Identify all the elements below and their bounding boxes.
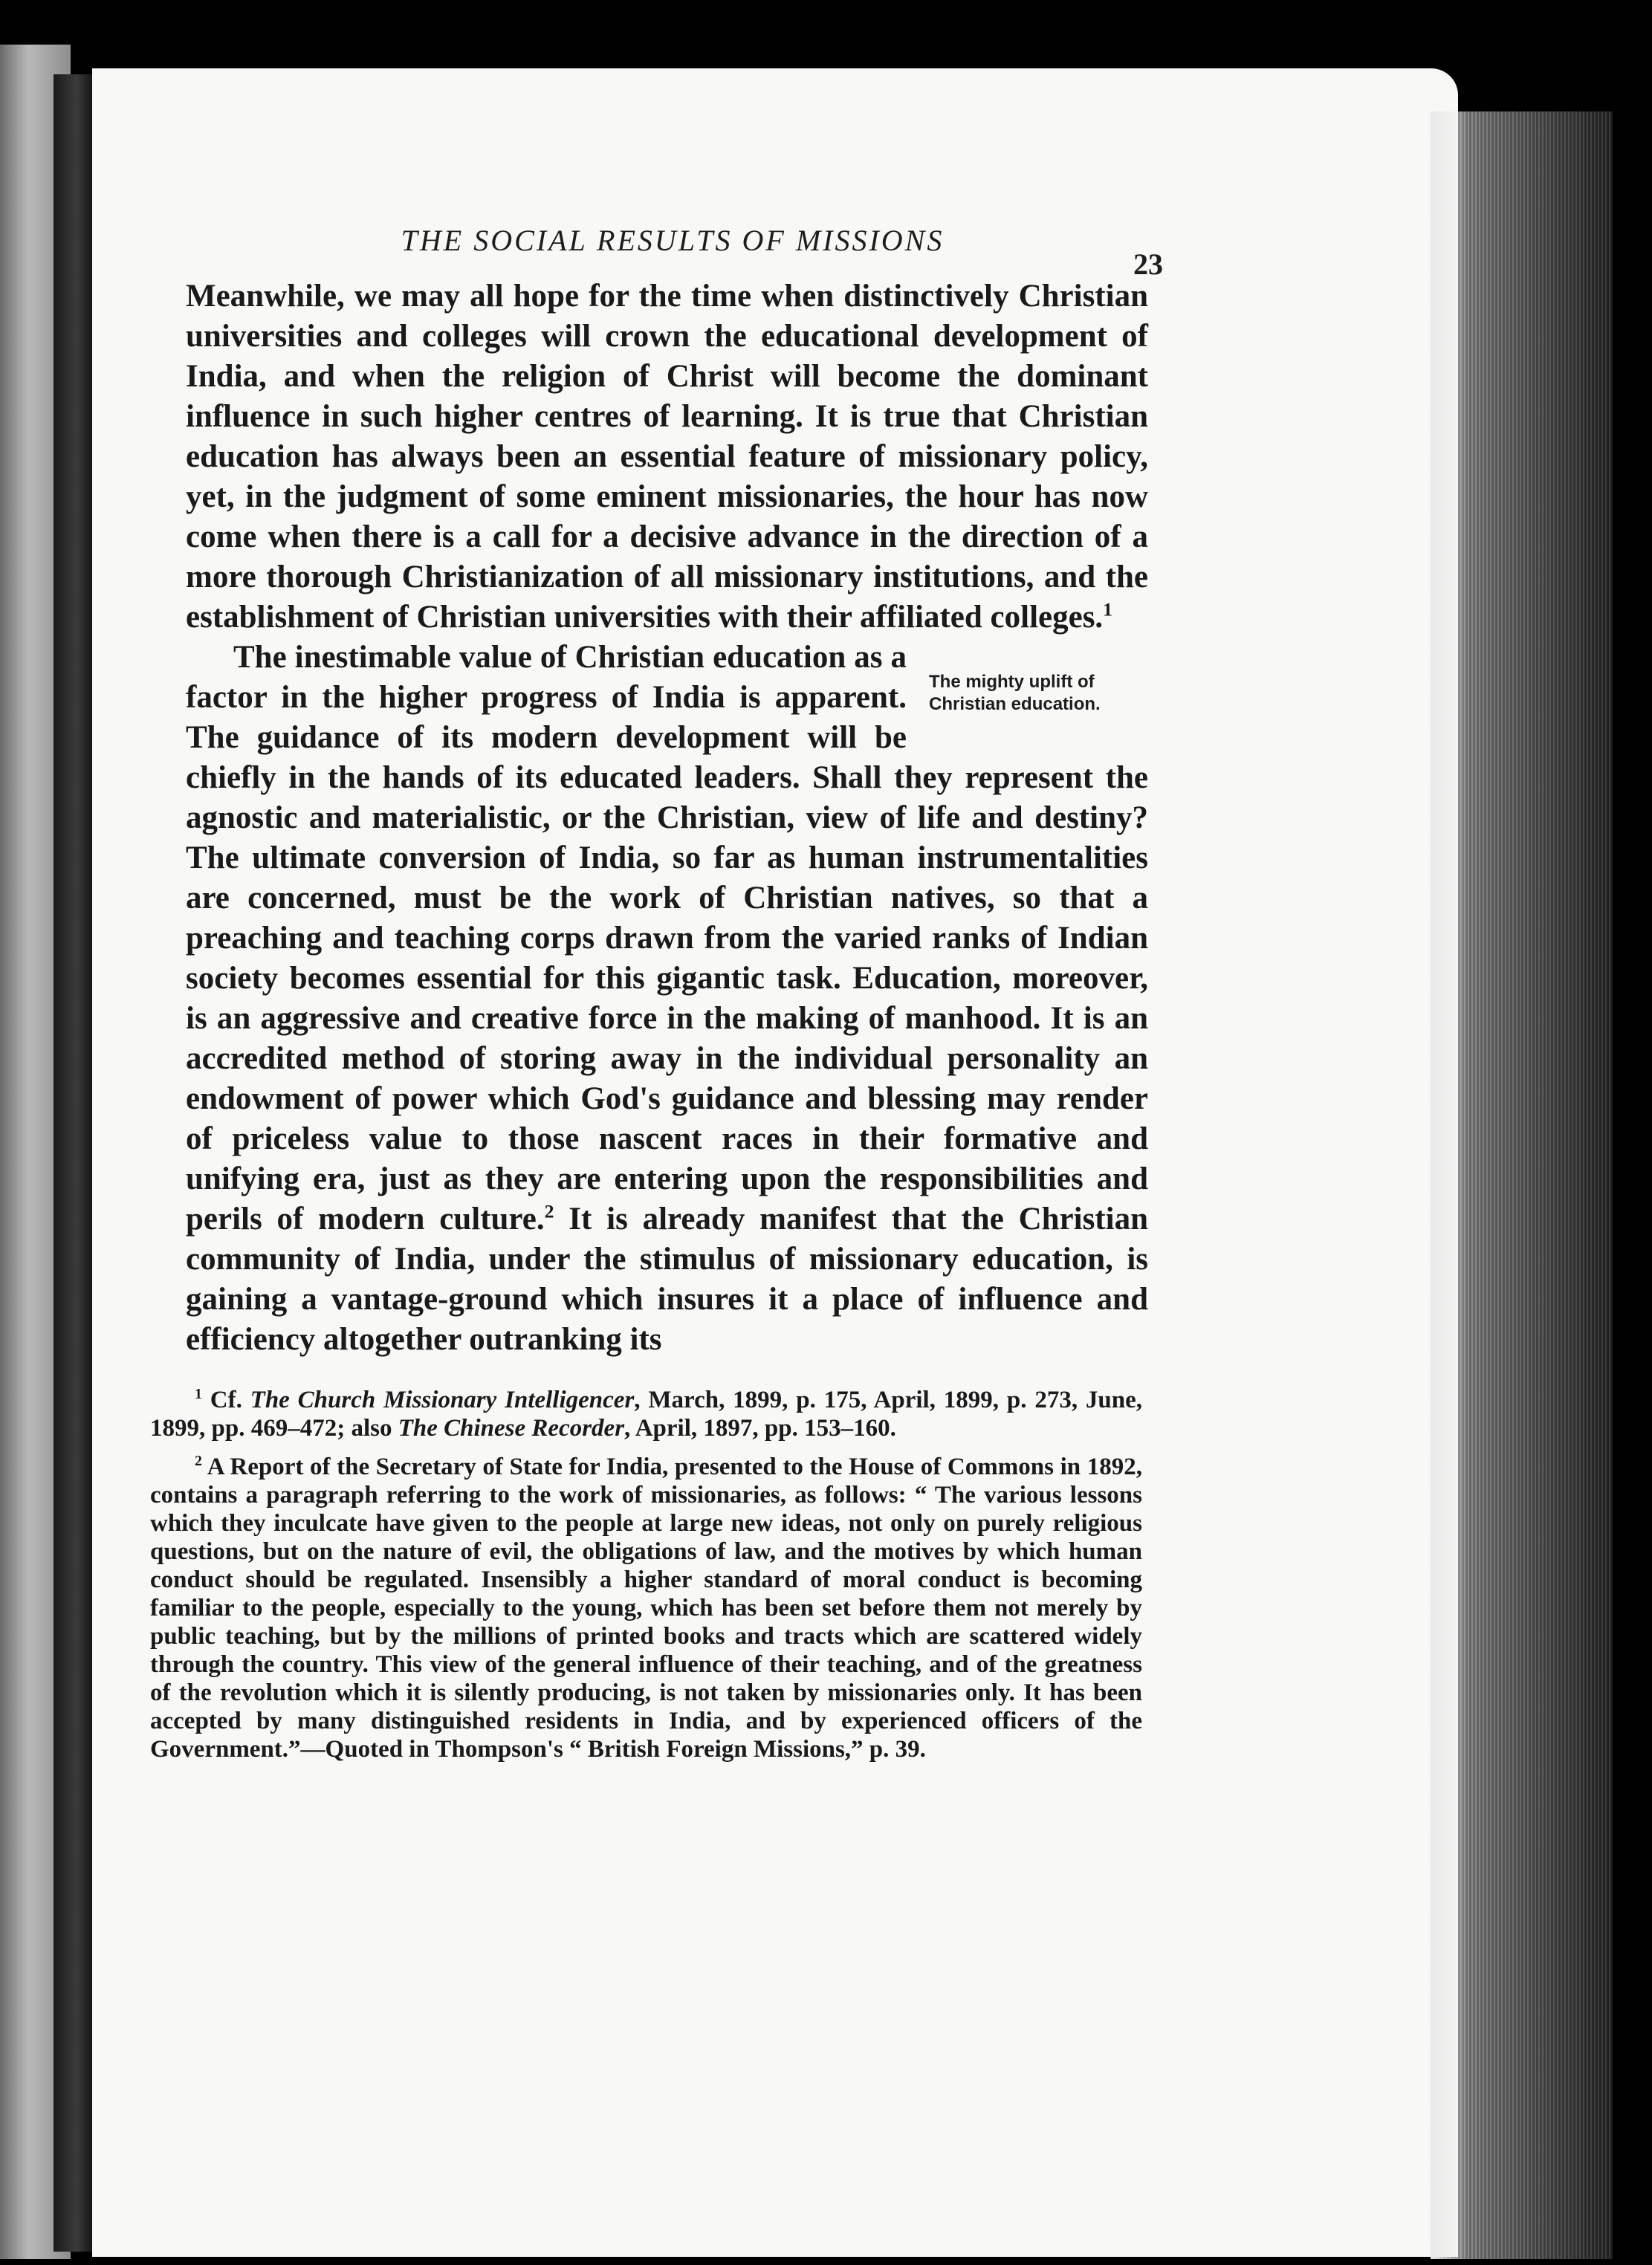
footnote-2-mark: 2 [195, 1453, 202, 1469]
footnote-1-text-c: , April, 1897, pp. 153–160. [624, 1415, 896, 1442]
marginal-note-line-2: Christian education. [929, 694, 1101, 714]
marginal-note-line-1: The mighty uplift of [929, 672, 1095, 692]
paragraph-1-text: Meanwhile, we may all hope for the time when distinctively Christian universities and colleges will crown the educational development of India, and when the religion of Christ will become the dominant influence in such higher centres of learning. It is true that Christian education has always been an essential feature of missionary policy, yet, in the judgment of some eminent missionaries, the hour has now come when there is a call for a decisive advance in the direction of a more thorough Christianization of all missionary institutions, and the establishment of Christian universities with their affiliated colleges. [186, 279, 1148, 635]
page-edge-shadow [1431, 111, 1468, 2259]
paragraph-1 [186, 276, 1148, 638]
paragraph-2-text-b: It is already manifest that the Christian community of India, under the stimulus of missionary education, is gaining a vantage-ground which insures it a place of influence and efficiency altogether outranking its [186, 1202, 1148, 1357]
footnote-1-text-b: , March, 1899, p. 175, April, 1899, p. 273, June, 1899, pp. 469–472; also [150, 1387, 1143, 1442]
footnote-1-mark: 1 [195, 1386, 202, 1402]
marginal-note [929, 671, 1200, 716]
paragraph-2 [186, 638, 1148, 1360]
running-head: THE SOCIAL RESULTS OF MISSIONS [401, 224, 945, 257]
page-number: 23 [1133, 247, 1163, 281]
paragraph-2-text-a: The inestimable value of Christian education as a factor in the higher progress of India is apparent. The guidance of its modern development will be chiefly in the hands of its educated leaders. Shall they represent the agnostic and materialistic, or the Christian, view of life and destiny? The ultimate conversion of India, so far as human instrumentalities are concerned, must be the work of Christian natives, so that a preaching and teaching corps drawn from the varied ranks of Indian society becomes essential for this gigantic task. Education, moreover, is an aggressive and creative force in the making of manhood. It is an accredited method of storing away in the individual personality an endowment of power which God's guidance and blessing may render of priceless value to those nascent races in their formative and unifying era, just as they are entering upon the responsibilities and perils of modern culture. [186, 640, 1148, 1237]
footnote-1-text-a: Cf. [210, 1387, 250, 1413]
footnote-2 [150, 1453, 1142, 1763]
body-text [186, 276, 1148, 1360]
footnote-1 [150, 1386, 1142, 1442]
footnote-1-title-1: The Church Missionary Intelligencer [250, 1387, 635, 1413]
footnote-ref-2: 2 [544, 1200, 554, 1222]
book-binding [54, 74, 92, 2252]
footnote-ref-1: 1 [1103, 598, 1113, 620]
footnote-2-text: A Report of the Secretary of State for India, presented to the House of Commons in 1892, contains a paragraph referring to the work of missionaries, as follows: “ The various lessons which they inculcate have given to the people at large new ideas, not only on purely religious questions, but on the nature of evil, the obligations of law, and the motives by which human conduct should be regulated. Insensibly a higher standard of moral conduct is becoming familiar to the people, especially to the young, which has been set before them not merely by public teaching, but by the millions of printed books and tracts which are scattered widely through the country. This view of the general influence of their teaching, and of the greatness of the revolution which it is silently producing, is not taken by missionaries only. It has been accepted by many distinguished residents in India, and by experienced officers of the Government.”—Quoted in Thompson's “ British Foreign Missions,” p. 39. [150, 1454, 1142, 1763]
footnote-1-title-2: The Chinese Recorder [398, 1415, 625, 1442]
footnotes [150, 1386, 1142, 1774]
